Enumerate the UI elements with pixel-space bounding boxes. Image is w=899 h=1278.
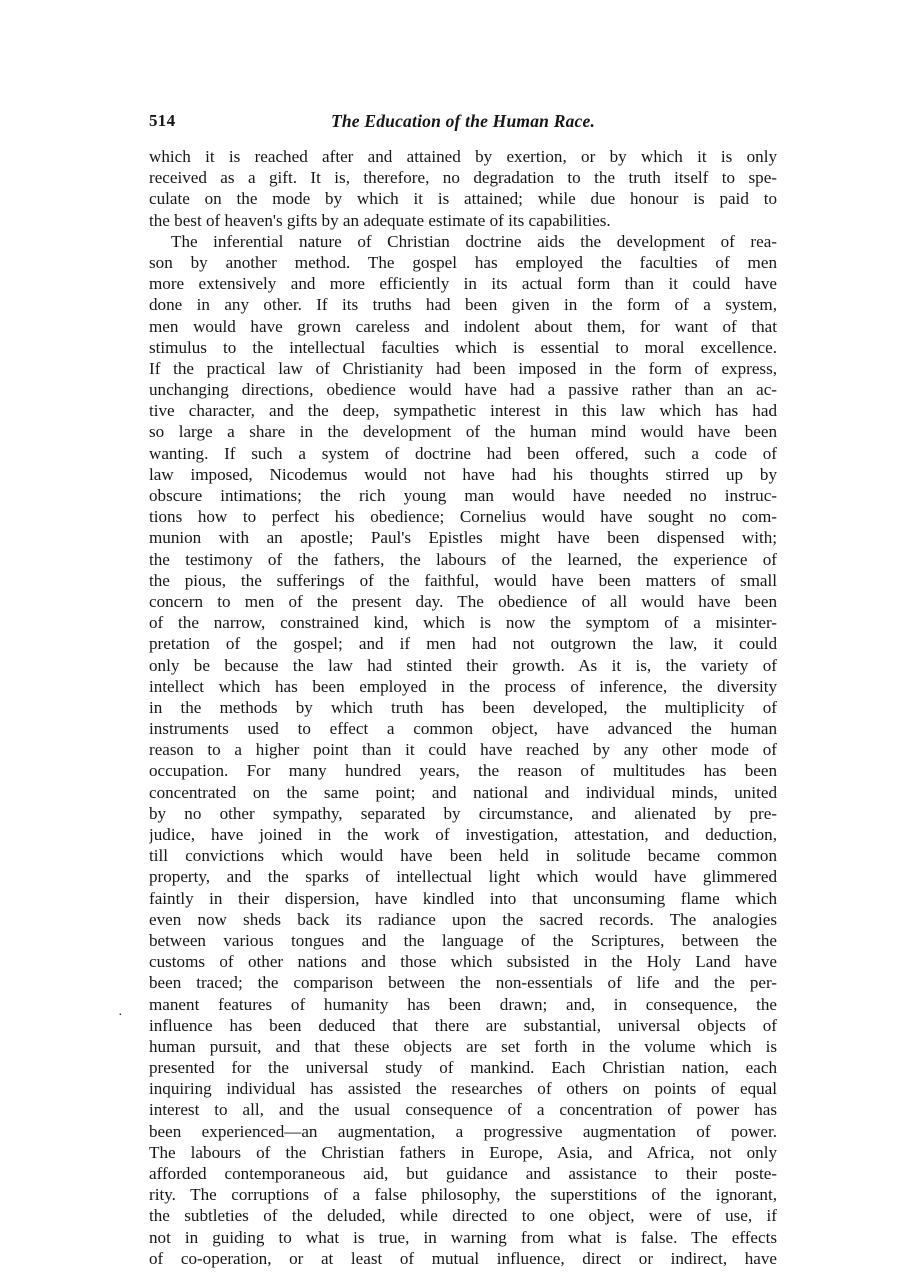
text-line: manent features of humanity has been drawn; and, in consequence, the	[149, 994, 777, 1014]
page-number: 514	[149, 111, 176, 130]
text-line: of co-operation, or at least of mutual influence, direct or indirect, have	[149, 1248, 777, 1268]
text-line: concern to men of the present day. The obedience of all would have been	[149, 591, 777, 611]
text-line: instruments used to effect a common object, have advanced the human	[149, 719, 777, 739]
text-line: been experienced—an augmentation, a progressive augmentation of power.	[149, 1121, 777, 1141]
text-line: the best of heaven's gifts by an adequate estimate of its capabilities.	[149, 210, 611, 230]
body-text	[149, 146, 777, 1269]
running-head: The Education of the Human Race.	[330, 111, 596, 131]
text-line: inquiring individual has assisted the researches of others on points of equal	[149, 1079, 777, 1099]
text-line: The labours of the Christian fathers in Europe, Asia, and Africa, not only	[149, 1142, 777, 1162]
text-line: munion with an apostle; Paul's Epistles might have been dispensed with;	[149, 528, 777, 548]
text-line: between various tongues and the language of the Scriptures, between the	[149, 930, 777, 950]
text-line: property, and the sparks of intellectual light which would have glimmered	[149, 867, 777, 887]
text-line: intellect which has been employed in the process of inference, the diversity	[149, 676, 777, 696]
text-line: the subtleties of the deluded, while directed to one object, were of use, if	[149, 1206, 777, 1226]
text-line: wanting. If such a system of doctrine had been offered, such a code of	[149, 443, 777, 463]
text-line: till convictions which would have been held in solitude became common	[149, 846, 777, 866]
text-line: son by another method. The gospel has employed the faculties of men	[149, 252, 777, 272]
text-line: concentrated on the same point; and national and individual minds, united	[149, 782, 777, 802]
text-line: only be because the law had stinted their growth. As it is, the variety of	[149, 655, 777, 675]
text-line: more extensively and more efficiently in its actual form than it could have	[149, 274, 777, 294]
text-line: tions how to perfect his obedience; Cornelius would have sought no com-	[149, 507, 777, 527]
text-line: which it is reached after and attained by exertion, or by which it is only	[149, 147, 777, 166]
text-line: the pious, the sufferings of the faithful, would have been matters of small	[149, 570, 777, 590]
margin-mark: ·	[118, 1008, 123, 1023]
text-line: human pursuit, and that these objects are set forth in the volume which is	[149, 1036, 777, 1056]
text-line: stimulus to the intellectual faculties which is essential to moral excellence.	[149, 337, 777, 357]
text-line: not in guiding to what is true, in warning from what is false. The effects	[149, 1227, 777, 1247]
text-line: rity. The corruptions of a false philosophy, the superstitions of the ignorant,	[149, 1185, 777, 1205]
text-line: done in any other. If its truths had been given in the form of a system,	[149, 295, 777, 315]
text-line: in the methods by which truth has been developed, the multiplicity of	[149, 697, 777, 717]
text-line: afforded contemporaneous aid, but guidance and assistance to their poste-	[149, 1164, 777, 1183]
text-line: even now sheds back its radiance upon the sacred records. The analogies	[149, 909, 777, 929]
text-line: influence has been deduced that there are substantial, universal objects of	[149, 1015, 777, 1035]
text-line: so large a share in the development of the human mind would have been	[149, 422, 777, 442]
text-line: judice, have joined in the work of investigation, attestation, and deduction,	[149, 825, 777, 844]
text-line: presented for the universal study of mankind. Each Christian nation, each	[149, 1058, 777, 1078]
text-line: of the narrow, constrained kind, which is now the symptom of a misinter-	[149, 613, 777, 633]
text-line: faintly in their dispersion, have kindled into that unconsuming flame which	[149, 888, 777, 908]
text-line: unchanging directions, obedience would have had a passive rather than an ac-	[149, 380, 777, 400]
text-line: by no other sympathy, separated by circumstance, and alienated by pre-	[149, 803, 777, 823]
text-line: law imposed, Nicodemus would not have had his thoughts stirred up by	[149, 464, 777, 484]
text-line: pretation of the gospel; and if men had not outgrown the law, it could	[149, 634, 777, 654]
text-line: customs of other nations and those which subsisted in the Holy Land have	[149, 952, 777, 972]
text-line: culate on the mode by which it is attained; while due honour is paid to	[149, 189, 777, 209]
page-header	[149, 111, 777, 135]
text-line: If the practical law of Christianity had been imposed in the form of express,	[149, 358, 777, 378]
text-line: The inferential nature of Christian doctrine aids the development of rea-	[171, 231, 777, 251]
text-line: occupation. For many hundred years, the reason of multitudes has been	[149, 761, 777, 781]
text-line: reason to a higher point than it could have reached by any other mode of	[149, 740, 777, 760]
text-line: obscure intimations; the rich young man would have needed no instruc-	[149, 486, 777, 505]
text-line: the testimony of the fathers, the labours of the learned, the experience of	[149, 549, 777, 569]
text-line: received as a gift. It is, therefore, no degradation to the truth itself to spe-	[149, 168, 777, 188]
text-line: tive character, and the deep, sympathetic interest in this law which has had	[149, 401, 777, 421]
text-line: been traced; the comparison between the non-essentials of life and the per-	[149, 973, 777, 993]
text-line: interest to all, and the usual consequence of a concentration of power has	[149, 1100, 777, 1120]
text-line: men would have grown careless and indolent about them, for want of that	[149, 316, 777, 336]
